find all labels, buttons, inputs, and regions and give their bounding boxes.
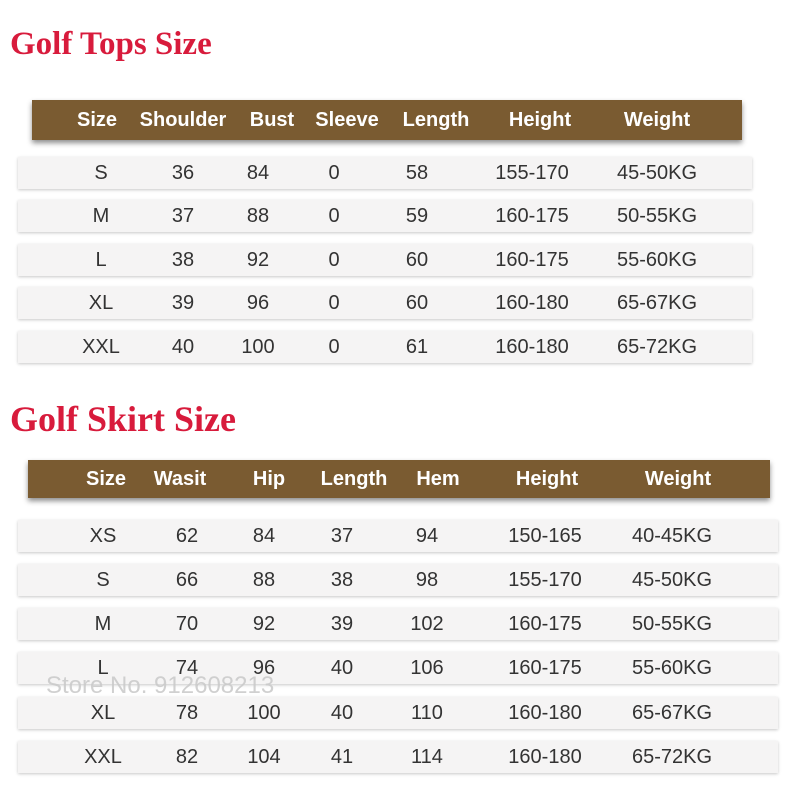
skirt-cell-hip: 84: [252, 524, 276, 547]
tops-cell-weight: 55-60KG: [616, 248, 698, 271]
skirt-cell-height: 160-180: [508, 745, 582, 768]
tops-header-bust: Bust: [249, 108, 295, 131]
tops-cell-sleeve: 0: [328, 204, 340, 227]
tops-cell-sleeve: 0: [328, 248, 340, 271]
skirt-cell-weight: 45-50KG: [631, 568, 713, 591]
skirt-header-wasit: Wasit: [153, 467, 207, 490]
tops-cell-shoulder: 36: [171, 161, 195, 184]
tops-cell-weight: 65-67KG: [616, 291, 698, 314]
tops-header-size: Size: [76, 108, 118, 131]
skirt-cell-hem: 110: [411, 701, 443, 724]
skirt-cell-height: 155-170: [508, 568, 582, 591]
skirt-cell-size: XL: [90, 701, 116, 724]
tops-cell-shoulder: 40: [171, 335, 195, 358]
skirt-cell-hem: 94: [415, 524, 439, 547]
tops-cell-weight: 50-55KG: [616, 204, 698, 227]
skirt-cell-weight: 50-55KG: [631, 612, 713, 635]
skirt-table-row: [18, 564, 778, 596]
tops-cell-length: 60: [405, 248, 429, 271]
skirt-cell-wasit: 66: [175, 568, 199, 591]
skirt-cell-size: XS: [89, 524, 117, 547]
tops-cell-length: 58: [405, 161, 429, 184]
tops-cell-height: 160-175: [495, 204, 569, 227]
skirt-cell-weight: 65-72KG: [631, 745, 713, 768]
tops-table-row: [18, 244, 752, 276]
skirt-cell-length: 38: [330, 568, 354, 591]
tops-cell-length: 59: [405, 204, 429, 227]
tops-cell-bust: 96: [246, 291, 270, 314]
skirt-cell-weight: 40-45KG: [631, 524, 713, 547]
skirt-header-height: Height: [515, 467, 579, 490]
tops-cell-shoulder: 37: [171, 204, 195, 227]
tops-cell-size: XL: [88, 291, 114, 314]
tops-cell-size: S: [94, 161, 108, 184]
tops-cell-height: 155-170: [495, 161, 569, 184]
skirt-header-size: Size: [85, 467, 127, 490]
skirt-table-row: [18, 520, 778, 552]
tops-table-row: [18, 200, 752, 232]
skirt-cell-wasit: 82: [175, 745, 199, 768]
skirt-cell-wasit: 78: [175, 701, 199, 724]
tops-header-shoulder: Shoulder: [139, 108, 227, 131]
skirt-cell-hip: 96: [252, 656, 276, 679]
tops-cell-sleeve: 0: [328, 335, 340, 358]
skirt-cell-height: 160-175: [508, 656, 582, 679]
skirt-cell-weight: 55-60KG: [631, 656, 713, 679]
skirt-header-hip: Hip: [252, 467, 286, 490]
skirt-cell-length: 39: [330, 612, 354, 635]
skirt-size-title: Golf Skirt Size: [10, 399, 236, 439]
skirt-cell-weight: 65-67KG: [631, 701, 713, 724]
skirt-cell-length: 41: [330, 745, 354, 768]
skirt-header-bar: [28, 460, 770, 498]
skirt-cell-length: 37: [330, 524, 354, 547]
tops-table-row: [18, 157, 752, 189]
tops-cell-bust: 100: [241, 335, 275, 358]
skirt-header-hem: Hem: [416, 467, 460, 490]
tops-header-height: Height: [508, 108, 572, 131]
tops-cell-height: 160-180: [495, 335, 569, 358]
tops-cell-height: 160-175: [495, 248, 569, 271]
tops-cell-shoulder: 38: [171, 248, 195, 271]
skirt-cell-wasit: 74: [175, 656, 199, 679]
skirt-cell-size: S: [96, 568, 110, 591]
tops-cell-sleeve: 0: [328, 291, 340, 314]
skirt-cell-hem: 106: [410, 656, 444, 679]
tops-header-length: Length: [402, 108, 470, 131]
skirt-cell-hip: 100: [247, 701, 281, 724]
tops-cell-bust: 84: [246, 161, 270, 184]
tops-cell-weight: 45-50KG: [616, 161, 698, 184]
skirt-cell-size: XXL: [84, 745, 122, 768]
tops-cell-size: M: [92, 204, 110, 227]
skirt-cell-wasit: 70: [175, 612, 199, 635]
tops-cell-length: 61: [405, 335, 429, 358]
skirt-cell-hem: 114: [411, 745, 443, 768]
tops-cell-bust: 88: [246, 204, 270, 227]
tops-cell-height: 160-180: [495, 291, 569, 314]
tops-cell-size: L: [95, 248, 107, 271]
skirt-table-row: [18, 608, 778, 640]
tops-table-row: [18, 331, 752, 363]
skirt-cell-length: 40: [330, 701, 354, 724]
skirt-cell-hip: 104: [247, 745, 281, 768]
tops-header-sleeve: Sleeve: [315, 108, 379, 131]
skirt-cell-height: 160-175: [508, 612, 582, 635]
tops-cell-weight: 65-72KG: [616, 335, 698, 358]
skirt-cell-height: 150-165: [508, 524, 582, 547]
skirt-cell-hip: 88: [252, 568, 276, 591]
skirt-table-row: [18, 697, 778, 729]
skirt-cell-wasit: 62: [175, 524, 199, 547]
skirt-cell-length: 40: [330, 656, 354, 679]
skirt-cell-size: M: [94, 612, 112, 635]
tops-cell-size: XXL: [82, 335, 120, 358]
tops-header-weight: Weight: [623, 108, 691, 131]
skirt-cell-size: L: [97, 656, 109, 679]
skirt-cell-hip: 92: [252, 612, 276, 635]
tops-cell-bust: 92: [246, 248, 270, 271]
skirt-cell-height: 160-180: [508, 701, 582, 724]
tops-cell-length: 60: [405, 291, 429, 314]
skirt-table-row: [18, 741, 778, 773]
tops-cell-shoulder: 39: [171, 291, 195, 314]
store-watermark: Store No. 912608213: [46, 672, 275, 699]
skirt-header-length: Length: [320, 467, 388, 490]
skirt-cell-hem: 98: [415, 568, 439, 591]
skirt-cell-hem: 102: [410, 612, 444, 635]
skirt-header-weight: Weight: [644, 467, 712, 490]
tops-table-row: [18, 287, 752, 319]
tops-header-bar: [32, 100, 742, 140]
tops-size-title: Golf Tops Size: [10, 26, 212, 62]
tops-cell-sleeve: 0: [328, 161, 340, 184]
